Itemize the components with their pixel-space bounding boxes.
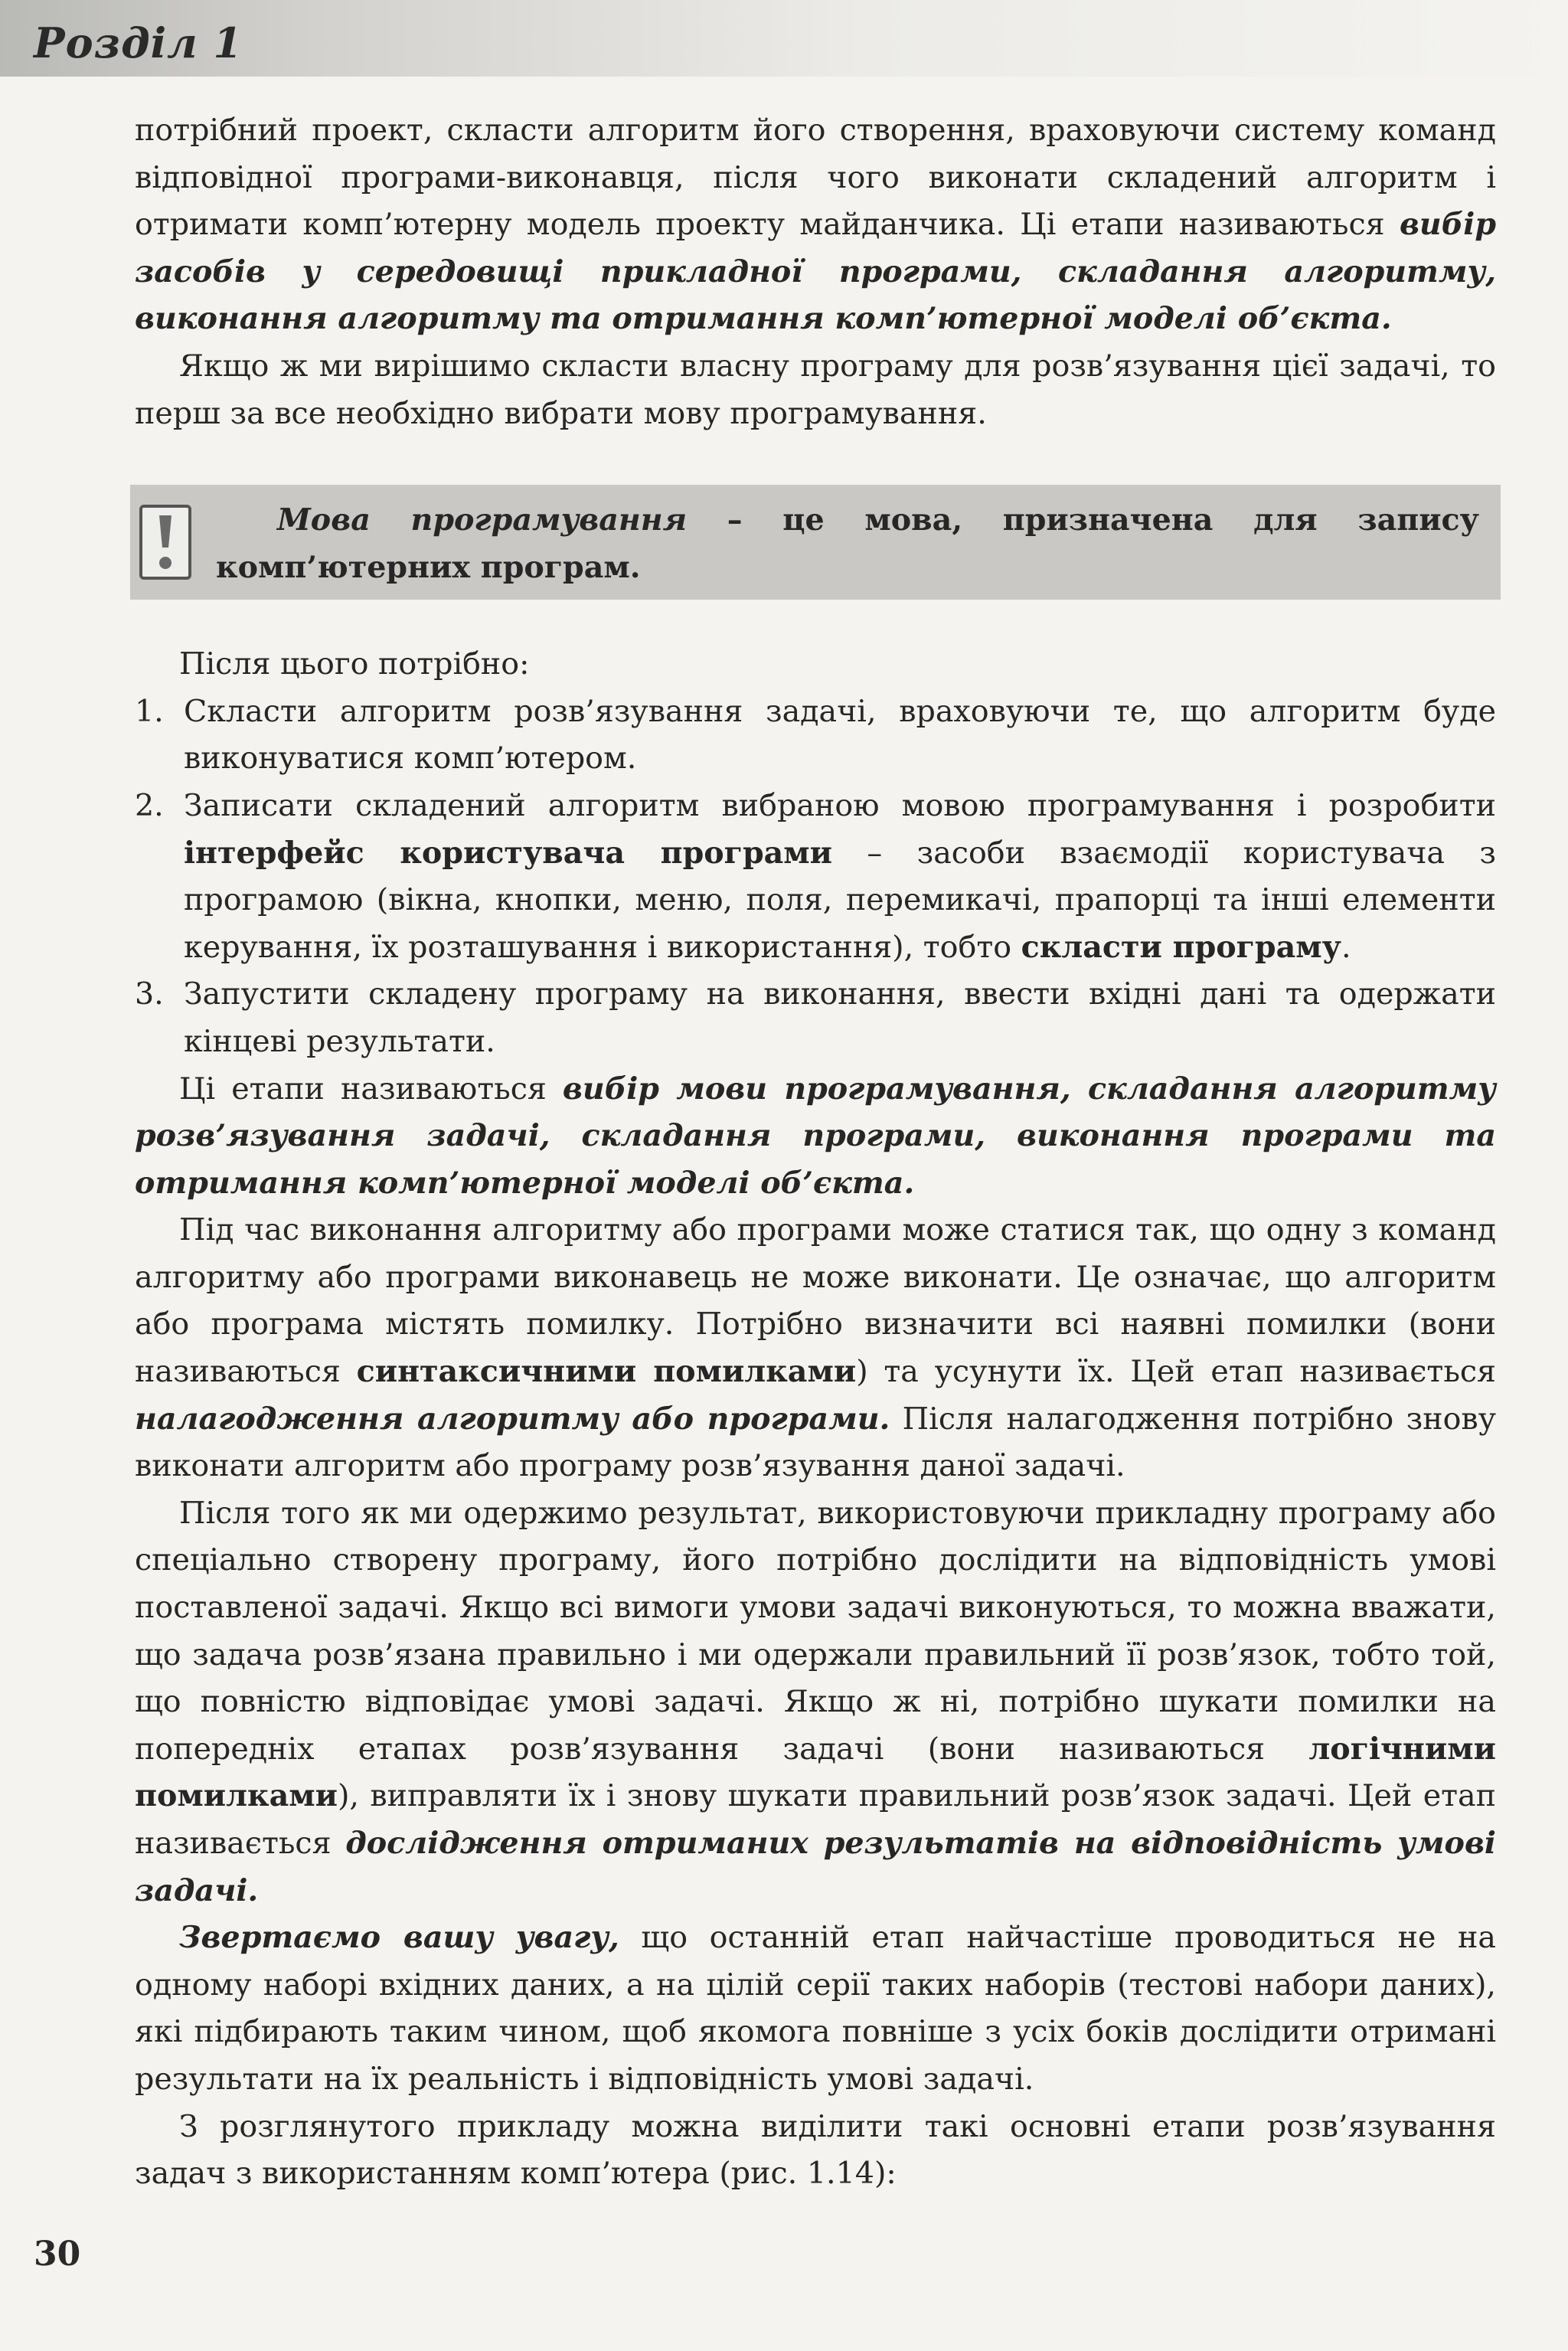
page-content	[135, 107, 1496, 2198]
paragraph-4	[135, 1066, 1496, 1208]
list-number: 3.	[135, 976, 164, 1012]
emphasis-text: налагодження алгоритму або програми.	[135, 1401, 890, 1437]
text-run: що останній етап найчастіше проводиться не на одному наборі вхідних даних, а на цілій серії таких наборів (тестові набори даних), які підбирають таким чином, щоб якомога повніше з усіх боків дослідити отримані результати на їх реальність і відповідність умові задачі.	[135, 1920, 1496, 2097]
text-run: Ці етапи називаються	[179, 1071, 563, 1107]
emphasis-text: вибір засобів у середовищі прикладної програми, складання алгоритму, виконання алгоритму та отримання комп’ютерної моделі об’єкта.	[135, 207, 1496, 337]
text-run: потрібний проект, скласти алгоритм його створення, враховуючи систему команд відповідної програми-виконавця, після чого виконати складений алгоритм і отримати комп’ютерну модель проекту майданчика. Ці етапи називаються	[135, 113, 1496, 243]
section-label: Розділ 1	[34, 18, 243, 67]
exclamation-glyph	[142, 508, 188, 577]
bold-term: синтаксичними помилками	[356, 1354, 857, 1390]
bold-term: скласти програму	[1021, 929, 1341, 965]
paragraph-1	[135, 107, 1496, 343]
bold-term: логічними помилками	[135, 1731, 1496, 1814]
paragraph-2: Якщо ж ми вирішимо скласти власну програму для розв’язування цієї задачі, то перш за все необхідно вибрати мову програмування.	[135, 348, 1496, 431]
text-run: – засоби взаємодії користувача з програмою (вікна, кнопки, меню, поля, перемикачі, прапорці та інші елементи керування, їх розташування і використання), тобто	[184, 835, 1496, 965]
text-run: Скласти алгоритм розв’язування задачі, враховуючи те, що алгоритм буде виконуватися комп’ютером.	[184, 693, 1496, 777]
definition-text	[216, 497, 1479, 591]
paragraph-8: З розглянутого прикладу можна виділити такі основні етапи розв’язування задач з використанням комп’ютера (рис. 1.14):	[135, 2108, 1496, 2192]
text-run: Під час виконання алгоритму або програми може статися так, що одну з команд алгоритму або програми виконавець не може виконати. Це означає, що алгоритм або програма містять помилку. Потрібно визначити всі наявні помилки (вони називаються	[135, 1212, 1496, 1390]
paragraph-6	[135, 1490, 1496, 1914]
definition-callout	[130, 485, 1501, 600]
list-item	[135, 971, 1496, 1065]
exclamation-icon	[139, 505, 191, 580]
emphasis-text: вибір мови програмування, складання алгоритму розв’язування задачі, складання програми, виконання програми та отримання комп’ютерної моделі об’єкта.	[135, 1071, 1496, 1201]
page-number: 30	[34, 2235, 81, 2274]
text-run: Після налагодження потрібно знову виконати алгоритм або програму розв’язування даної задачі.	[135, 1401, 1496, 1484]
text-run: Після того як ми одержимо результат, використовуючи прикладну програму або спеціально створену програму, його потрібно дослідити на відповідність умові поставленої задачі. Якщо всі вимоги умови задачі виконуються, то можна вважати, що задача розв’язана правильно і ми одержали правильний її розв’язок, тобто той, що повністю відповідає умові задачі. Якщо ж ні, потрібно шукати помилки на попередніх етапах розв’язування задачі (вони називаються	[135, 1495, 1496, 1767]
text-run: Записати складений алгоритм вибраною мовою програмування і розробити	[184, 787, 1496, 823]
emphasis-text: Звертаємо вашу увагу,	[179, 1920, 619, 1956]
paragraph-5	[135, 1207, 1496, 1490]
bold-term: інтерфейс користувача програми	[184, 835, 832, 871]
text-run: ) та усунути їх. Цей етап називається	[856, 1354, 1497, 1390]
list-number: 1.	[135, 693, 164, 729]
emphasis-text: дослідження отриманих результатів на відповідність умові задачі.	[135, 1826, 1496, 1908]
steps-list	[135, 688, 1496, 1066]
definition-body: – це мова, призначена для запису комп’ютерних програм.	[216, 502, 1479, 585]
list-item	[135, 783, 1496, 971]
definition-term: Мова програмування	[277, 502, 688, 538]
header-band	[0, 0, 1568, 77]
text-run: .	[1341, 929, 1351, 965]
text-run: ), виправляти їх і знову шукати правильний розв’язок задачі. Цей етап називається	[135, 1778, 1496, 1861]
paragraph-7	[135, 1914, 1496, 2103]
paragraph-3: Після цього потрібно:	[179, 646, 530, 682]
list-number: 2.	[135, 787, 164, 823]
text-run: Запустити складену програму на виконання, ввести вхідні дані та одержати кінцеві результати.	[184, 976, 1496, 1059]
list-item	[135, 688, 1496, 783]
